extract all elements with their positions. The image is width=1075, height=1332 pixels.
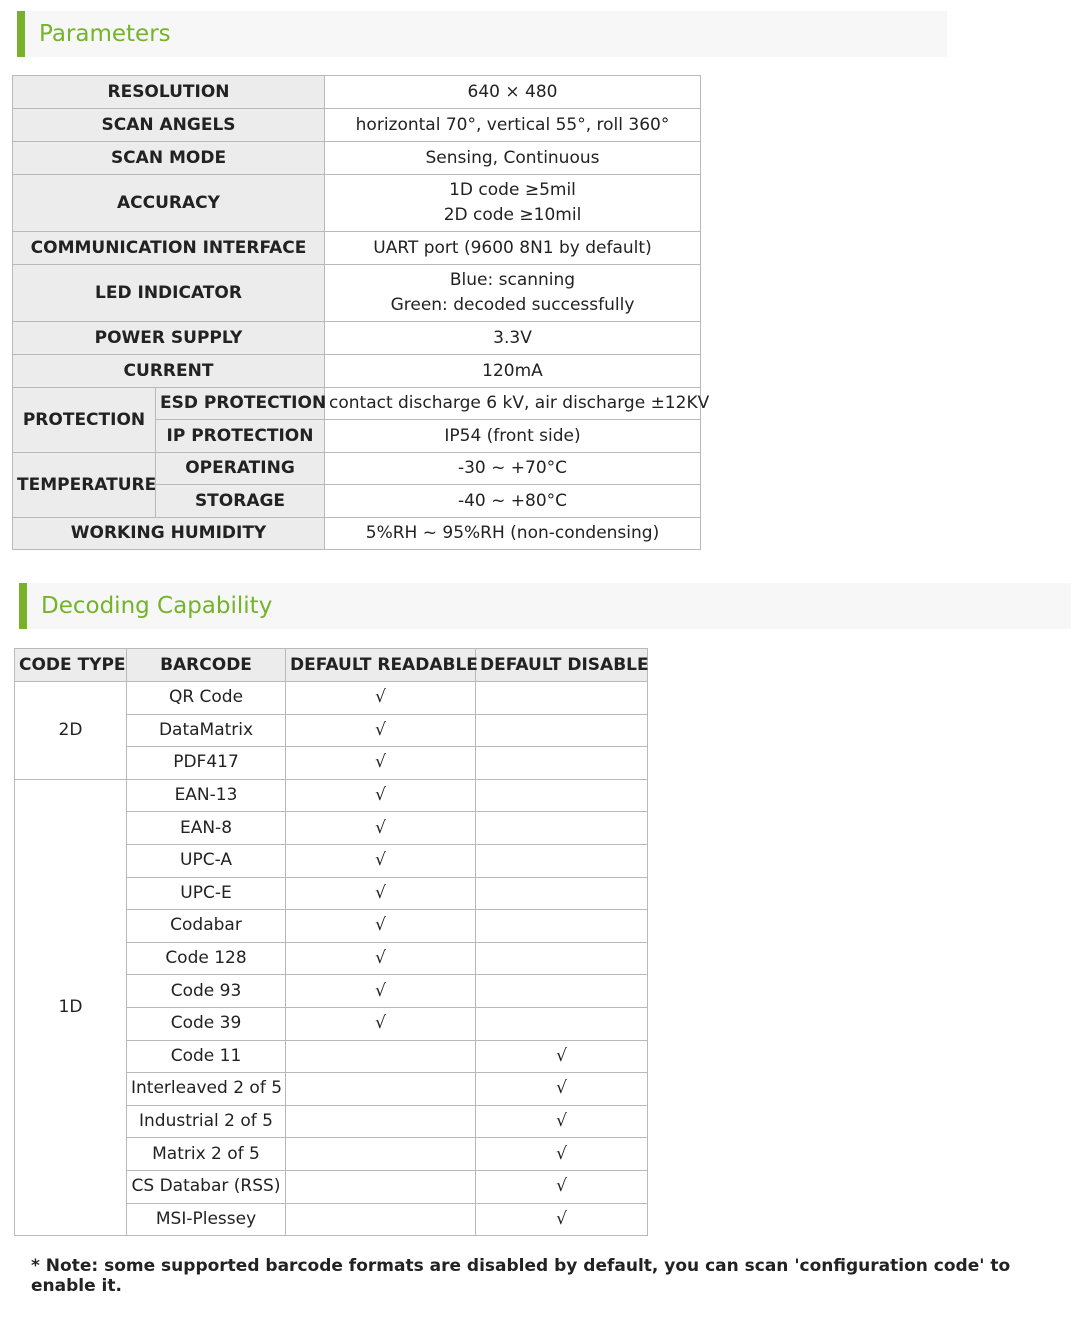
parameters-table [12,75,710,550]
disable-cell [476,975,648,1008]
param-label: LED INDICATOR [13,265,325,322]
value-line: Blue: scanning [449,270,576,290]
disable-cell [476,910,648,943]
disable-cell: √ [476,1105,648,1138]
disable-cell: √ [476,1170,648,1203]
barcode-cell: EAN-13 [127,779,286,812]
disable-cell: √ [476,1040,648,1073]
readable-cell: √ [286,747,476,780]
disable-cell [476,877,648,910]
param-sublabel: OPERATING [156,453,325,485]
param-value: contact discharge 6 kV, air discharge ±12KV [325,388,701,420]
barcode-cell: UPC-E [127,877,286,910]
readable-cell: √ [286,1007,476,1040]
param-value: 5%RH ~ 95%RH (non-condensing) [325,518,701,550]
table-header-row [15,649,648,682]
param-sublabel: STORAGE [156,485,325,518]
param-value: UART port (9600 8N1 by default) [325,232,701,265]
parameters-header [17,11,947,57]
disable-cell [476,1007,648,1040]
param-value: IP54 (front side) [325,420,701,453]
readable-cell [286,1040,476,1073]
barcode-cell: DataMatrix [127,714,286,747]
table-row [13,232,701,265]
readable-cell: √ [286,975,476,1008]
readable-cell [286,1073,476,1106]
barcode-cell: Industrial 2 of 5 [127,1105,286,1138]
accent-bar [17,11,25,57]
barcode-cell: Codabar [127,910,286,943]
barcode-cell: Code 11 [127,1040,286,1073]
readable-cell [286,1105,476,1138]
table-row [13,142,701,175]
barcode-cell: Interleaved 2 of 5 [127,1073,286,1106]
readable-cell: √ [286,877,476,910]
disable-cell [476,682,648,715]
barcode-cell: Code 39 [127,1007,286,1040]
param-value [325,265,701,322]
readable-cell: √ [286,844,476,877]
param-label: COMMUNICATION INTERFACE [13,232,325,265]
barcode-cell: QR Code [127,682,286,715]
header-default-readable: DEFAULT READABLE [286,649,476,682]
param-label: RESOLUTION [13,76,325,109]
table-row [13,109,701,142]
disable-cell: √ [476,1138,648,1171]
disable-cell [476,844,648,877]
table-row [13,265,701,322]
disable-cell [476,747,648,780]
code-type-cell: 1D [15,779,127,1235]
value-line: Green: decoded successfully [390,295,635,315]
param-value: -40 ~ +80°C [325,485,701,518]
param-value: 120mA [325,355,701,388]
table-row [15,682,648,715]
table-row [15,779,648,812]
table-row [13,76,701,109]
barcode-cell: Matrix 2 of 5 [127,1138,286,1171]
code-type-cell: 2D [15,682,127,780]
decoding-title: Decoding Capability [41,593,273,619]
table-row [13,355,701,388]
param-value: horizontal 70°, vertical 55°, roll 360° [325,109,701,142]
readable-cell [286,1138,476,1171]
disable-cell [476,714,648,747]
barcode-cell: EAN-8 [127,812,286,845]
decoding-table [14,648,648,1236]
footnote: * Note: some supported barcode formats are disabled by default, you can scan 'configuration code' to enable it. [31,1256,1011,1296]
header-default-disable: DEFAULT DISABLE [476,649,648,682]
value-line: 1D code ≥5mil [449,180,576,200]
barcode-cell: UPC-A [127,844,286,877]
readable-cell: √ [286,779,476,812]
param-label: ACCURACY [13,175,325,232]
barcode-cell: CS Databar (RSS) [127,1170,286,1203]
disable-cell [476,779,648,812]
readable-cell: √ [286,910,476,943]
value-line: 2D code ≥10mil [443,205,582,225]
table-row [13,518,701,550]
readable-cell: √ [286,682,476,715]
readable-cell [286,1203,476,1236]
param-label: SCAN ANGELS [13,109,325,142]
disable-cell: √ [476,1073,648,1106]
disable-cell: √ [476,1203,648,1236]
protection-label: PROTECTION [13,388,156,453]
barcode-cell: Code 128 [127,942,286,975]
disable-cell [476,942,648,975]
param-value [325,175,701,232]
table-row [13,453,701,485]
barcode-cell: Code 93 [127,975,286,1008]
param-label: SCAN MODE [13,142,325,175]
disable-cell [476,812,648,845]
param-sublabel: IP PROTECTION [156,420,325,453]
table-row [13,388,701,420]
param-label: WORKING HUMIDITY [13,518,325,550]
param-sublabel: ESD PROTECTION [156,388,325,420]
param-value: Sensing, Continuous [325,142,701,175]
table-row [13,322,701,355]
header-code-type: CODE TYPE [15,649,127,682]
header-barcode: BARCODE [127,649,286,682]
barcode-cell: MSI-Plessey [127,1203,286,1236]
param-label: CURRENT [13,355,325,388]
param-value: 3.3V [325,322,701,355]
param-label: POWER SUPPLY [13,322,325,355]
temperature-label: TEMPERATURE [13,453,156,518]
decoding-body [15,682,648,1236]
param-value: -30 ~ +70°C [325,453,701,485]
readable-cell: √ [286,812,476,845]
barcode-cell: PDF417 [127,747,286,780]
readable-cell [286,1170,476,1203]
readable-cell: √ [286,942,476,975]
accent-bar [19,583,27,629]
param-value: 640 × 480 [325,76,701,109]
parameters-title: Parameters [39,21,171,47]
decoding-header [19,583,1071,629]
table-row [13,175,701,232]
readable-cell: √ [286,714,476,747]
